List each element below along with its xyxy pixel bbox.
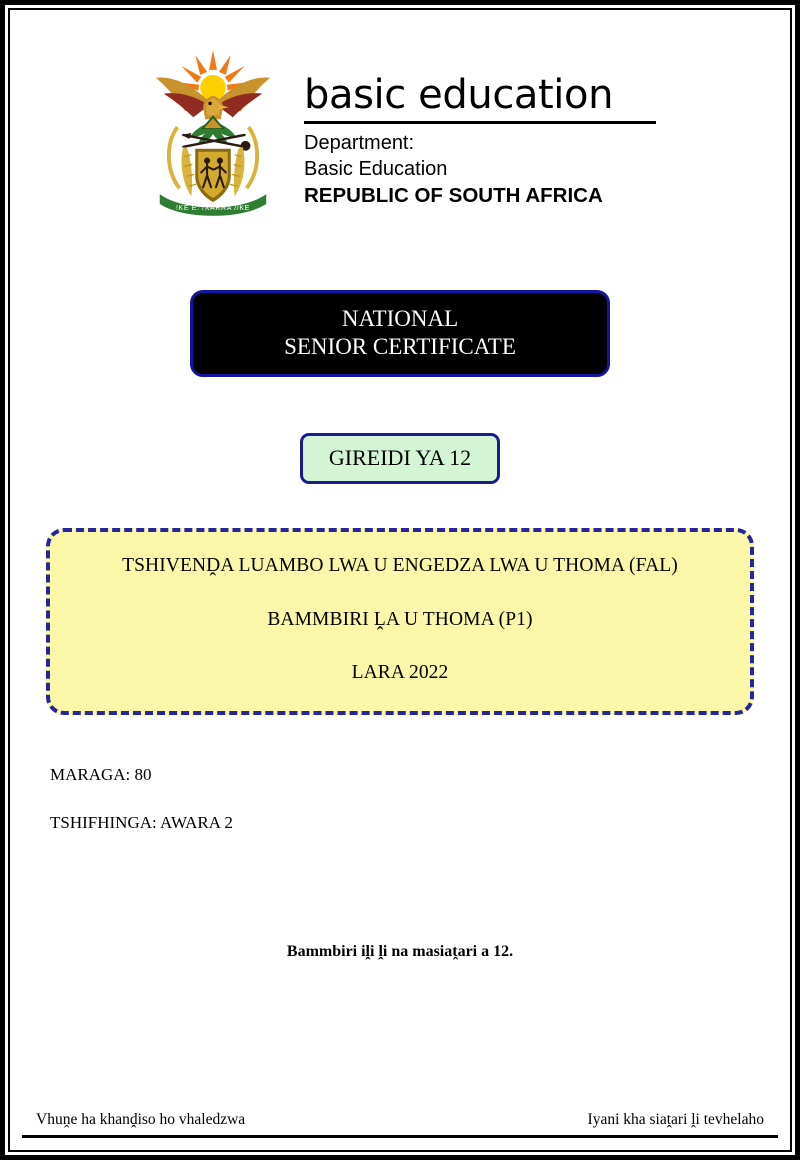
page-inner-border xyxy=(8,8,792,1152)
brand-divider xyxy=(304,121,656,124)
masthead xyxy=(38,10,762,222)
country-name: REPUBLIC OF SOUTH AFRICA xyxy=(304,183,603,207)
certificate-line-1: NATIONAL xyxy=(341,306,459,331)
subject-box xyxy=(46,528,754,714)
certificate-line-2: SENIOR CERTIFICATE xyxy=(284,333,516,359)
department-label: Department: xyxy=(304,132,415,155)
footer xyxy=(22,1111,778,1138)
page-content xyxy=(10,10,790,1150)
paper-title: BAMMBIRI ḼA U THOMA (P1) xyxy=(267,608,533,630)
department-name: Basic Education xyxy=(304,157,448,180)
exam-session: LARA 2022 xyxy=(351,662,449,684)
coat-of-arms-motto: !KE E: /XARRA //KE xyxy=(176,203,250,212)
brand-block xyxy=(304,44,656,209)
page-count-note: Bammbiri iḽi ḽi na masiaṱari a 12. xyxy=(286,943,514,961)
national-senior-certificate-banner xyxy=(190,290,610,377)
footer-divider xyxy=(22,1135,778,1138)
turn-over-notice: Iyani kha siaṱari ḽi tevhelaho xyxy=(587,1111,764,1128)
footer-row xyxy=(22,1111,778,1133)
subject-title: TSHIVENḒA LUAMBO LWA U ENGEDZA LWA U THOMA (FAL) xyxy=(122,555,678,577)
grade-box-wrap xyxy=(38,433,762,484)
coat-of-arms-icon xyxy=(144,44,282,222)
grade-box: GIREIDI YA 12 xyxy=(300,433,500,484)
time-line: TSHIFHINGA: AWARA 2 xyxy=(50,813,233,833)
certificate-banner-wrap xyxy=(38,290,762,377)
copyright-notice: Vhuṋe ha khanḓiso ho vhaledzwa xyxy=(36,1111,246,1128)
exam-meta xyxy=(38,765,762,834)
marks-line: MARAGA: 80 xyxy=(50,764,152,784)
subject-box-wrap xyxy=(38,528,762,714)
brand-title: basic education xyxy=(304,72,614,118)
